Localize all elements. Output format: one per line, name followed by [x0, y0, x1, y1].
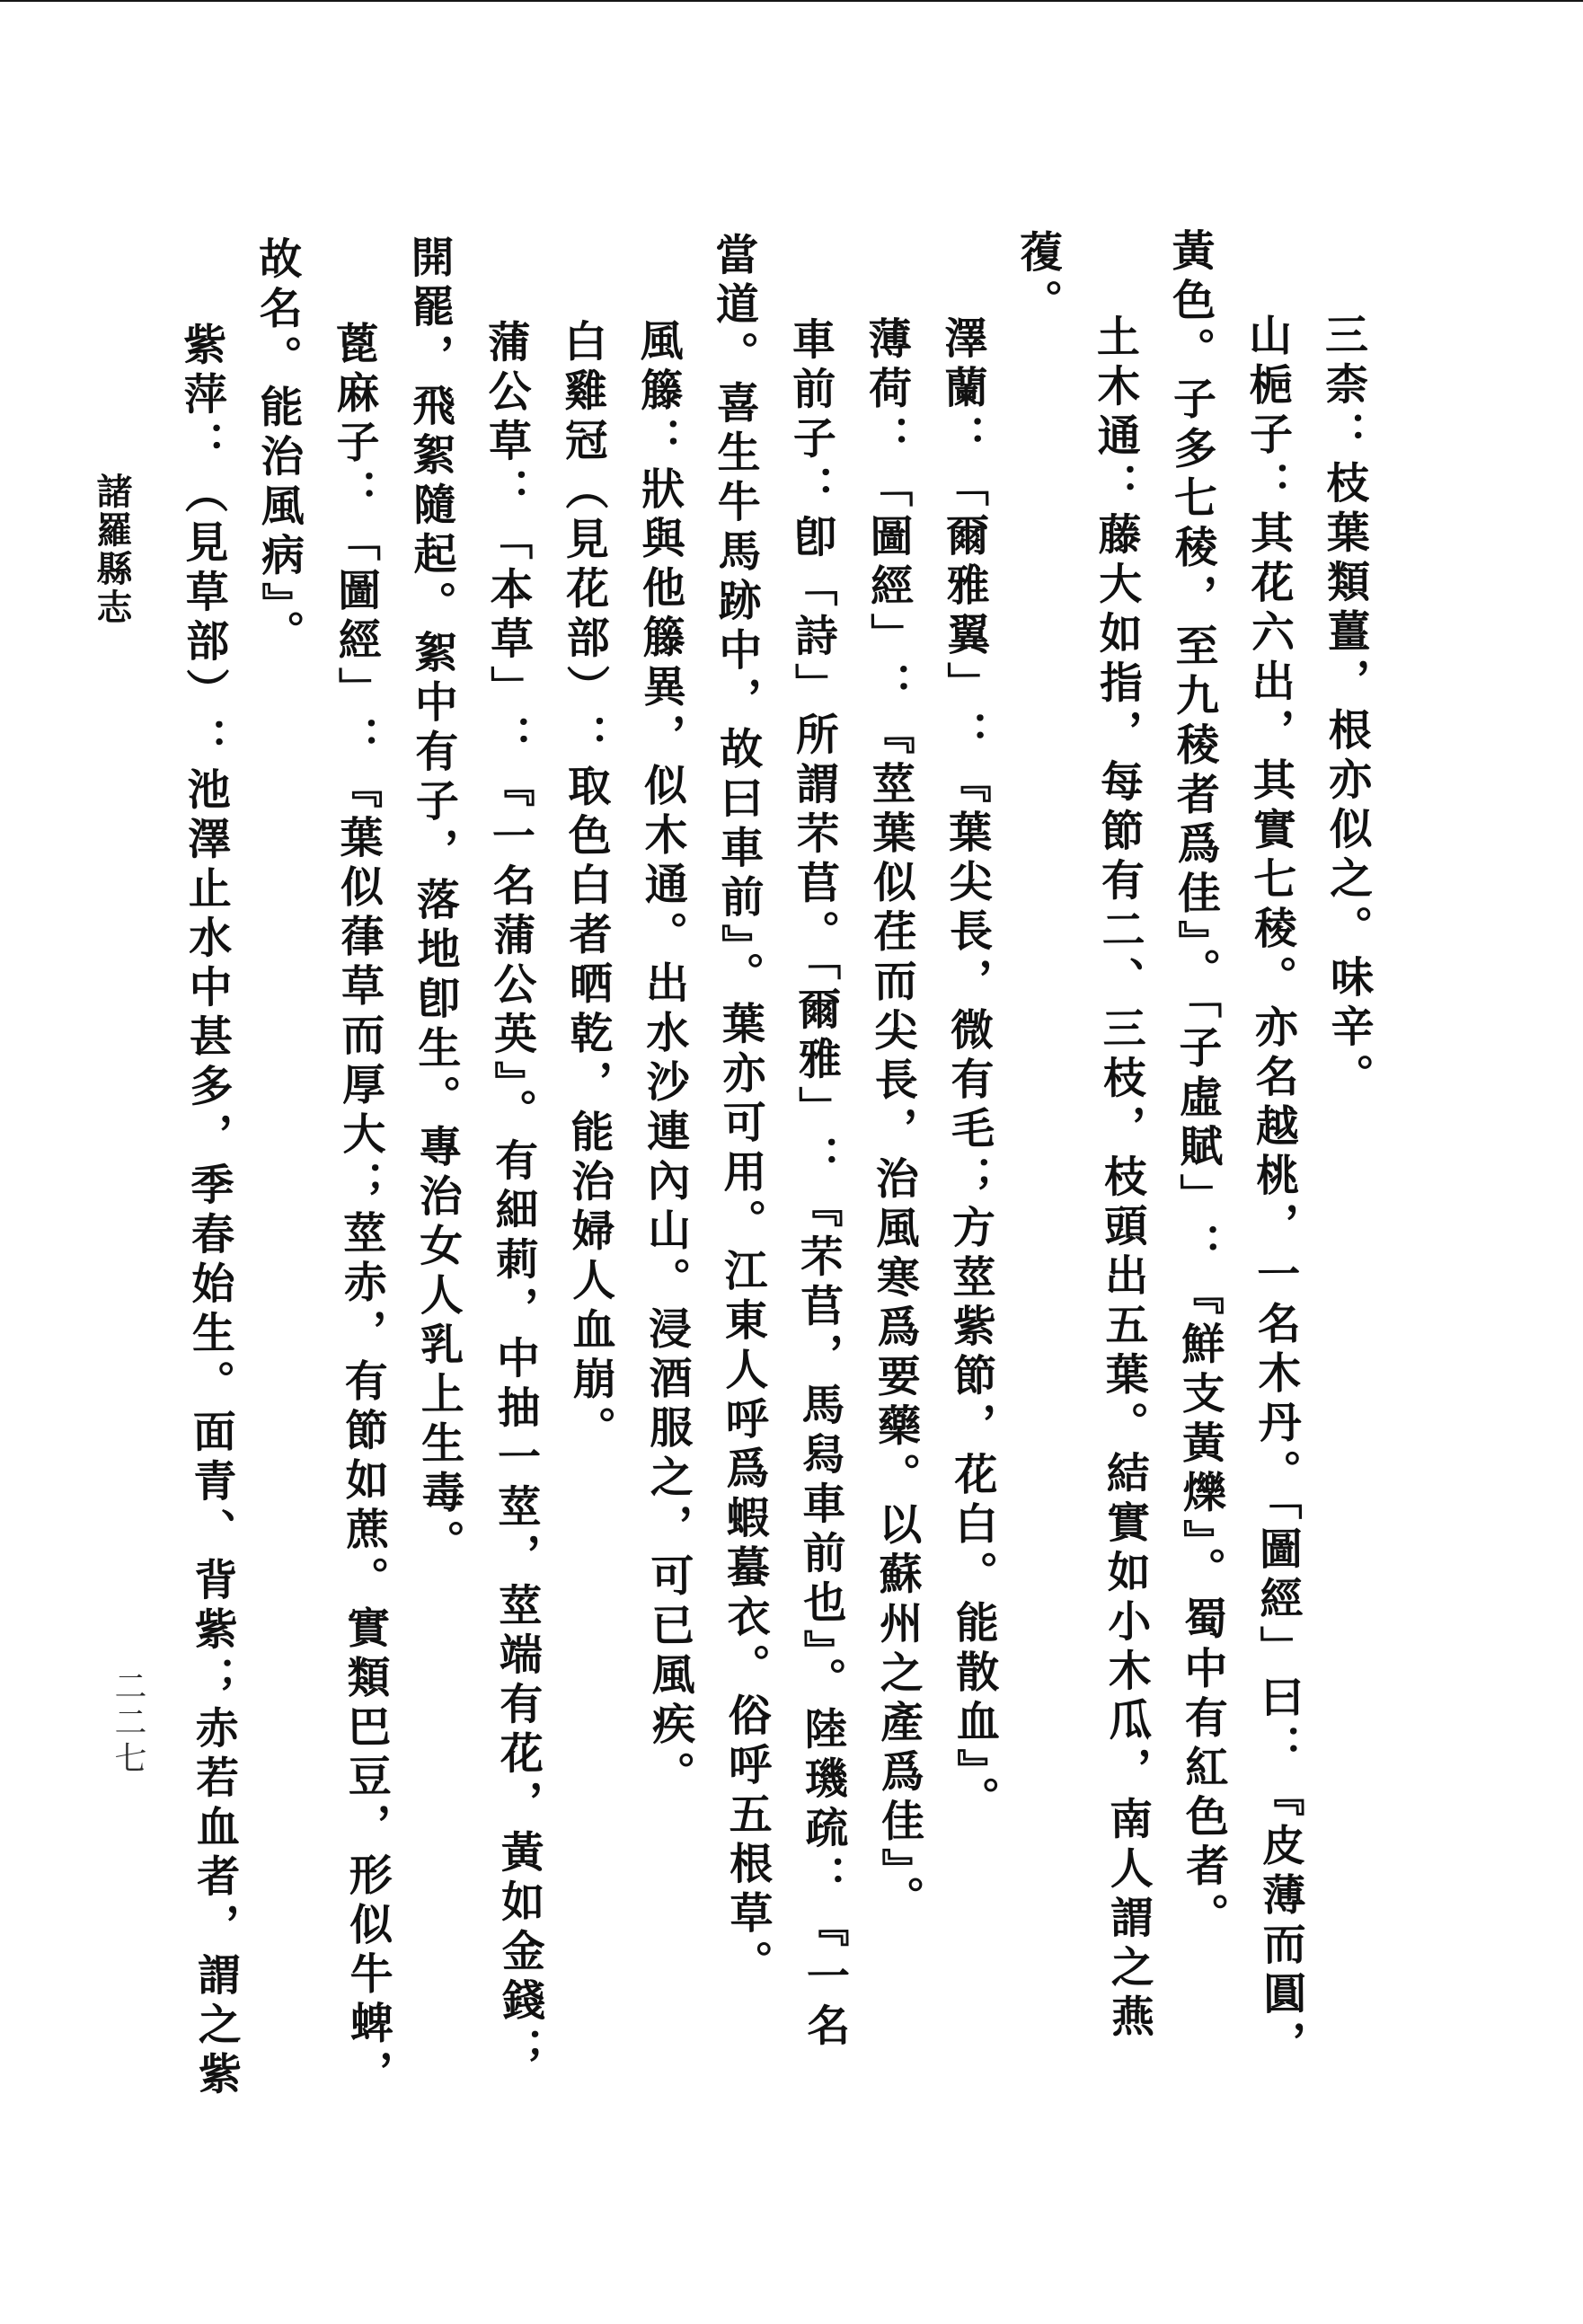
text-column: 山梔子：其花六出，其實七稜。亦名越桃，一名木丹。「圖經」曰：『皮薄而圓，: [1241, 312, 1307, 2071]
text-column: 蕧。: [1012, 229, 1064, 329]
text-column: 開罷，飛絮隨起。絮中有子，落地卽生。專治女人乳上生毒。: [402, 234, 465, 1569]
text-column: 薄荷：「圖經」：『莖葉似荏而尖長，治風寒爲要藥。以蘇州之產爲佳』。: [860, 315, 925, 1925]
text-column: 車前子：卽「詩」所謂芣苢。「爾雅」：『芣苢，馬舄車前也』。陸璣疏：『一名: [783, 316, 850, 2053]
text-column: 故名。能治風病』。: [251, 235, 305, 659]
book-title: 諸羅縣志: [91, 473, 133, 627]
page-top-edge: [0, 0, 1583, 2]
text-column: 土木通：藤大如指，每節有二、三枝，枝頭出五葉。結實如小木瓜，南人謂之燕: [1088, 314, 1154, 2044]
text-column: 蓖麻子：「圖經」：『葉似葎草而厚大；莖赤，有節如蔗。實類巴豆，形似牛蜱，: [327, 320, 394, 2100]
text-column: 三柰：枝葉類薑，根亦似之。味辛。: [1316, 312, 1375, 1103]
body-text: [162, 226, 1396, 2214]
text-column: 澤蘭：「爾雅翼」：『葉尖長，微有毛；方莖紫節，花白。能散血』。: [936, 314, 1000, 1826]
text-column: 白雞冠（見花部）：取色白者晒乾，能治婦人血崩。: [555, 318, 616, 1455]
text-column: 風籐：狀與他籐異，似木通。出水沙連內山。浸酒服之，可已風疾。: [632, 317, 695, 1801]
text-column: 蒲公草：「本草」：『一名蒲公英』。有細莿，中抽一莖，莖端有花，黃如金錢；: [480, 319, 546, 2077]
text-column: 紫萍：（見草部）：池澤止水中甚多，季春始生。面青、背紫；赤若血者，謂之紫: [175, 322, 242, 2101]
page-number: 二二七: [110, 1669, 146, 1777]
text-column: 黃色。子多七稜，至九稜者爲佳』。「子虛賦」：『鮮支黃爍』。蜀中有紅色者。: [1163, 227, 1230, 1943]
text-column: 當道。喜生牛馬跡中，故曰車前』。葉亦可用。江東人呼爲蝦蟇衣。俗呼五根草。: [707, 232, 774, 1990]
